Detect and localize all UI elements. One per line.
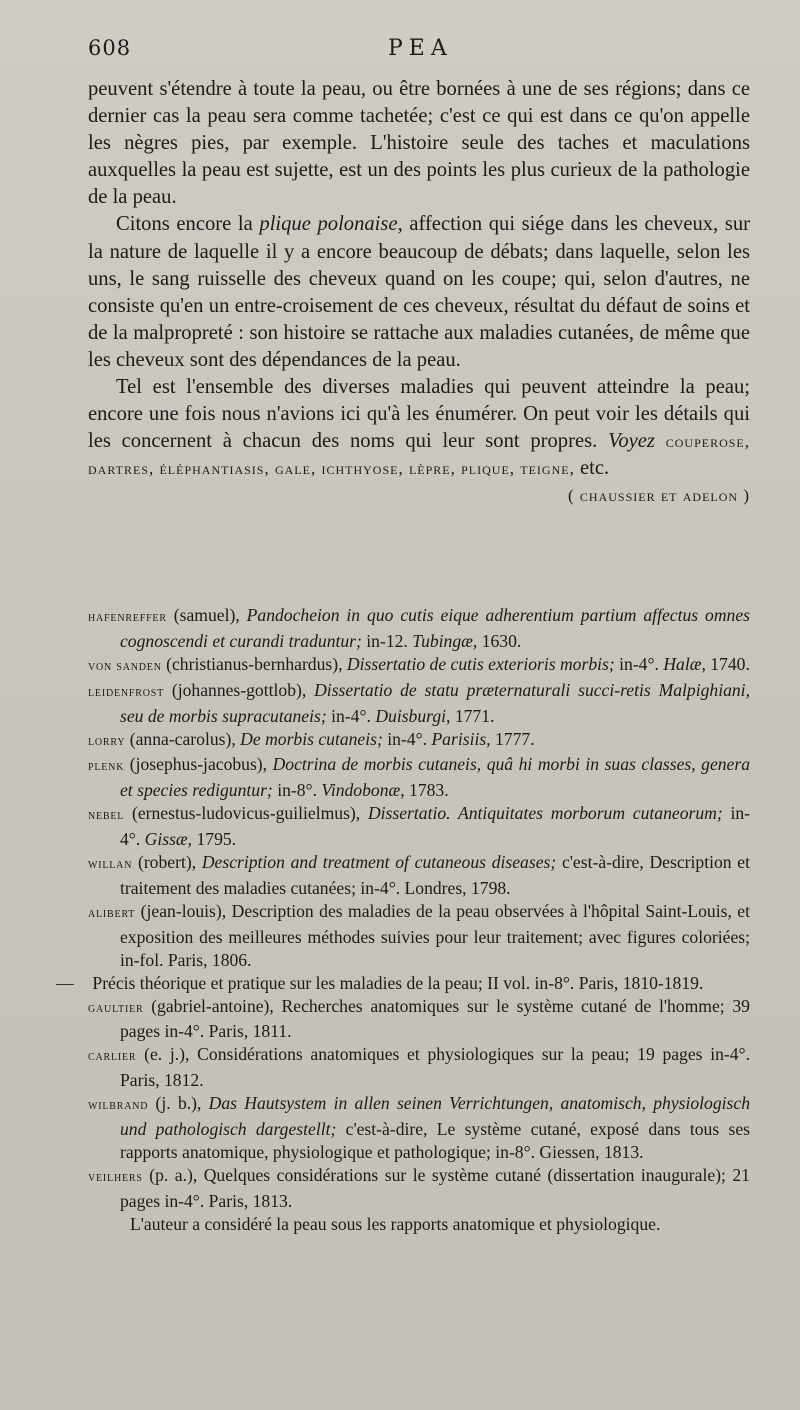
voyez-label: Voyez — [608, 430, 655, 453]
paragraph-2-start: Citons encore la — [116, 213, 253, 236]
entry-year: 1795. — [196, 829, 237, 850]
main-text — [88, 76, 750, 510]
entry-first: (ernestus-ludovicus-guilielmus), — [131, 803, 361, 824]
entry-first: (johannes-gottlob), — [171, 679, 307, 700]
entry-year: 1798. — [470, 877, 511, 898]
cross-references: couperose, dartres, éléphantiasis, gale, ichthyose, lèpre, plique, teigne, — [88, 432, 750, 479]
closing-note: L'auteur a considéré la peau sous les rapports anatomique et physiologique. — [130, 1213, 661, 1234]
entry-title: Doctrina de morbis cutaneis, quâ hi morbi in suas classes, genera et species rediguntur; — [120, 754, 751, 801]
entry-place: Vindobonæ, — [321, 780, 405, 801]
entry-first: (jean-louis), — [140, 900, 227, 921]
entry-pub: in-8°. — [277, 780, 317, 801]
entry-author: nebel — [88, 808, 125, 824]
bibliography-entry: — Précis théorique et pratique sur les maladies de la peau; II vol. in-8°. Paris, 1810-1819. — [56, 972, 704, 993]
entry-pub: Précis théorique et pratique sur les maladies de la peau; II vol. in-8°. Paris, — [92, 972, 619, 993]
entry-author: wilbrand — [88, 1098, 149, 1114]
bibliography-entry — [88, 1092, 750, 1164]
plique-polonaise-term: plique polonaise — [259, 213, 398, 236]
bibliography — [56, 604, 751, 1236]
entry-pub: Recherches anatomiques sur le système cutané de l'homme; 39 pages in-4°. Paris, — [120, 995, 750, 1042]
bibliography-entry — [88, 653, 750, 679]
entry-year: 1783. — [409, 780, 449, 801]
entry-author: lorry — [88, 733, 126, 749]
entry-pub: Considérations anatomiques et physiologiques sur la peau; 19 pages in-4°. Paris, — [120, 1044, 750, 1091]
bibliography-entry — [88, 900, 750, 972]
entry-year: 1771. — [454, 705, 495, 726]
entry-first: (robert), — [137, 852, 197, 873]
author-signature — [88, 482, 750, 509]
entry-pub: in-4°. — [387, 728, 428, 749]
entry-pub: Description des maladies de la peau observées à l'hôpital Saint-Louis, et exposition des meilleures méthodes suivies pour leur traitement; avec figures coloriées; in-fol. Paris, — [120, 900, 750, 970]
entry-author: hafenreffer — [88, 610, 167, 625]
entry-pub: in-12. — [366, 630, 408, 651]
entry-year: 1806. — [211, 949, 252, 970]
entry-first: (samuel), — [173, 605, 240, 625]
entry-title: Dissertatio. Antiquitates morborum cutaneorum; — [367, 803, 723, 824]
entry-title: Pandocheion in quo cutis eique adherentium partium affectus omnes cognoscendi et curandi traduntur; — [120, 605, 750, 651]
entry-first: (p. a.), — [149, 1164, 198, 1185]
bibliography-entry — [88, 604, 750, 653]
paragraph-1: peuvent s'étendre à toute la peau, ou être bornées à une de ses régions; dans ce dernier cas la peau sera comme tachetée; c'est ce qui est dans ce qu'on appelle les nègres pies, par exemple. L'histoire seule des taches et maculations auxquelles la peau est sujette, est un des points les plus curieux de la pathologie de la peau. — [88, 78, 750, 209]
entry-year: 1740. — [710, 653, 750, 674]
entry-pub: c'est-à-dire, Description et traitement des maladies cutanées; in-4°. Londres, — [120, 852, 750, 898]
entry-title: De morbis cutaneis; — [240, 728, 383, 749]
entry-first: (j. b.), — [155, 1093, 202, 1114]
entry-author: plenk — [88, 759, 125, 775]
bibliography-entry — [88, 728, 750, 754]
page-header — [88, 36, 748, 70]
bibliography-entry — [88, 802, 750, 851]
bibliography-entry — [88, 1164, 750, 1213]
entry-author: von sanden — [88, 658, 162, 674]
entry-author: alibert — [88, 905, 136, 921]
entry-title: Description and treatment of cutaneous diseases; — [201, 852, 557, 873]
entry-author: willan — [88, 857, 133, 873]
entry-year: 1810-1819. — [622, 972, 704, 993]
bibliography-entry — [88, 1043, 750, 1092]
etc-text: etc. — [580, 457, 610, 480]
entry-first: (josephus-jacobus), — [129, 754, 268, 775]
entry-author: veilhers — [88, 1169, 143, 1185]
entry-year: 1812. — [164, 1070, 204, 1091]
entry-title: Dissertatio de statu præternaturali succi-retis Malpighiani, seu de morbis supracutaneis; — [120, 679, 750, 726]
bibliography-entry — [88, 679, 750, 728]
entry-year: 1777. — [495, 728, 535, 749]
entry-year: 1630. — [481, 630, 522, 651]
entry-place: Tubingæ, — [412, 630, 478, 651]
paragraph-2 — [88, 211, 750, 374]
entry-first: (anna-carolus), — [129, 728, 236, 749]
entry-place: Halæ, — [663, 653, 706, 674]
entry-author: gaultier — [88, 1000, 144, 1016]
entry-title: Dissertatio de cutis exterioris morbis; — [346, 653, 615, 674]
bibliography-entry — [88, 851, 750, 900]
entry-place: Duisburgi, — [375, 705, 451, 726]
entry-first: (e. j.), — [144, 1044, 190, 1065]
page-number: 608 — [88, 36, 132, 60]
entry-author: carlier — [88, 1049, 137, 1065]
entry-pub: in-4°. — [619, 653, 659, 674]
entry-place: Parisiis, — [431, 728, 491, 749]
entry-first: (gabriel-antoine), — [151, 995, 274, 1016]
entry-place: Gissæ, — [144, 829, 193, 850]
entry-year: 1811. — [252, 1021, 292, 1042]
entry-pub: in-4°. — [120, 803, 751, 850]
running-head: PEA — [388, 36, 453, 61]
entry-first: (christianus-bernhardus), — [166, 653, 343, 674]
bibliography-entry — [88, 995, 750, 1044]
signature-text: ( chaussier et adelon ) — [568, 486, 750, 506]
bibliography-entry — [88, 753, 750, 802]
entry-year: 1813. — [252, 1190, 293, 1211]
entry-pub: c'est-à-dire, Le système cutané, exposé dans tous ses rapports anatomique, physiologique et pathologique; in-8°. Giessen, — [120, 1119, 750, 1162]
entry-pub: in-4°. — [331, 705, 371, 726]
entry-author: leidenfrost — [88, 684, 165, 700]
entry-year: 1813. — [603, 1141, 644, 1162]
paragraph-3 — [88, 374, 750, 482]
paragraph-2-rest: , affection qui siége dans les cheveux, sur la nature de laquelle il y a encore beaucoup de débats; dans laquelle, selon les uns, le sang ruisselle des cheveux quand on les coupe; qui, selon d'autres, ne consiste qu'en un entre-croisement de ces cheveux, résultat du défaut de soins et de la malpropreté : son histoire se rattache aux maladies cutanées, de même que les cheveux sont des dépendances de la peau. — [88, 213, 750, 371]
paragraph-3-text: Tel est l'ensemble des diverses maladies qui peuvent atteindre la peau; encore une fois nous n'avions ici qu'à les énumérer. On peut voir les détails qui les concernent à chacun des noms qui leur sont propres. — [88, 376, 750, 453]
entry-title: Das Hautsystem in allen seinen Verrichtungen, anatomisch, physiologisch und pathologisch dargestellt; — [120, 1093, 750, 1140]
entry-pub: Quelques considérations sur le système cutané (dissertation inaugurale); 21 pages in-4°. Paris, — [120, 1164, 750, 1211]
